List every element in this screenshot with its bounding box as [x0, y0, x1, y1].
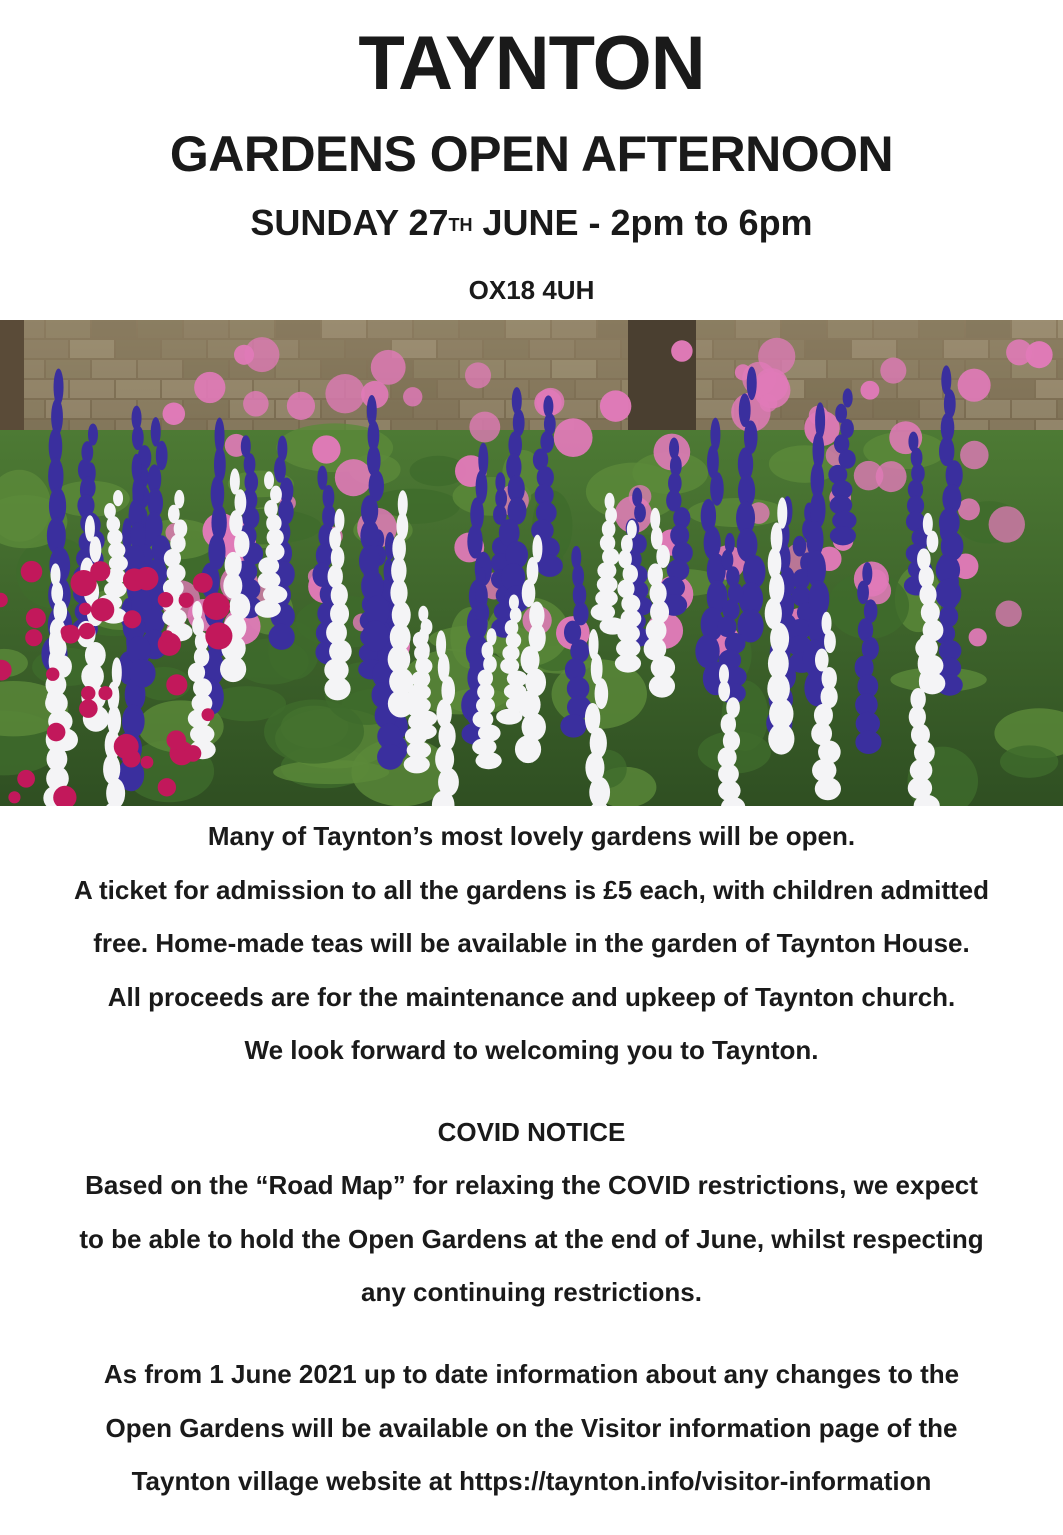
- magenta-flower: [123, 610, 141, 628]
- pink-flower: [312, 435, 340, 463]
- intro-line: Many of Taynton’s most lovely gardens will be open.: [207, 821, 856, 851]
- updates-paragraph: [0, 1348, 1063, 1509]
- pink-flower: [335, 459, 372, 496]
- magenta-flower: [25, 629, 42, 646]
- pink-flower: [989, 506, 1025, 542]
- pink-flower: [995, 600, 1021, 626]
- foliage-blob: [234, 638, 309, 684]
- magenta-flower: [91, 598, 114, 621]
- magenta-flower: [161, 630, 173, 642]
- pink-flower: [958, 369, 991, 402]
- covid-line: any continuing restrictions.: [361, 1277, 702, 1307]
- magenta-flower: [47, 723, 66, 742]
- covid-paragraph: [0, 1159, 1063, 1320]
- magenta-flower: [70, 570, 96, 596]
- date-rest: JUNE - 2pm to 6pm: [472, 202, 813, 243]
- pink-flower: [876, 461, 907, 492]
- magenta-flower: [179, 593, 194, 608]
- pink-flower: [287, 392, 315, 420]
- updates-line: Taynton village website at https://taynton.info/visitor-information: [131, 1466, 932, 1496]
- magenta-flower: [98, 686, 112, 700]
- magenta-flower: [193, 573, 213, 593]
- pink-flower: [958, 498, 980, 520]
- magenta-flower: [141, 756, 154, 769]
- date-prefix: SUNDAY 27: [250, 202, 449, 243]
- pink-flower: [403, 387, 422, 406]
- magenta-flower: [158, 592, 174, 608]
- covid-line: to be able to hold the Open Gardens at the end of June, whilst respecting: [79, 1223, 984, 1254]
- event-subtitle: GARDENS OPEN AFTERNOON: [169, 126, 894, 182]
- pink-flower: [465, 362, 491, 388]
- pink-flower: [758, 338, 795, 375]
- pink-flower: [469, 412, 500, 443]
- magenta-flower: [79, 623, 95, 639]
- magenta-flower: [61, 625, 80, 644]
- updates-line: As from 1 June 2021 up to date information about any changes to the: [103, 1359, 960, 1389]
- pink-flower: [600, 390, 631, 421]
- magenta-flower: [185, 745, 202, 762]
- pink-flower: [325, 374, 364, 413]
- magenta-flower: [79, 699, 98, 718]
- magenta-flower: [135, 567, 159, 591]
- intro-line: A ticket for admission to all the gardens is £5 each, with children admitted: [73, 874, 990, 905]
- magenta-flower: [79, 603, 91, 615]
- page-title: TAYNTON: [358, 21, 705, 106]
- magenta-flower: [203, 593, 230, 620]
- magenta-flower: [81, 686, 95, 700]
- date-ordinal: TH: [448, 215, 473, 235]
- magenta-flower: [114, 734, 139, 759]
- magenta-flower: [8, 791, 20, 803]
- magenta-flower: [202, 708, 215, 721]
- pink-flower: [860, 381, 879, 400]
- foliage-blob: [264, 700, 364, 764]
- flower-garden-image: [0, 320, 1063, 806]
- pink-flower: [554, 418, 593, 457]
- magenta-flower: [205, 622, 232, 649]
- magenta-flower: [26, 608, 46, 628]
- pink-flower: [243, 391, 269, 417]
- pink-flower: [163, 403, 186, 426]
- intro-paragraph: [0, 810, 1063, 1078]
- magenta-flower: [166, 730, 186, 750]
- pink-flower: [234, 345, 254, 365]
- intro-line: All proceeds are for the maintenance and upkeep of Taynton church.: [107, 981, 956, 1012]
- magenta-flower: [17, 770, 35, 788]
- pink-flower: [969, 628, 987, 646]
- event-date: [0, 200, 1063, 246]
- postcode: OX18 4UH: [468, 275, 595, 305]
- pink-flower: [880, 358, 906, 384]
- magenta-flower: [158, 778, 176, 796]
- pink-flower: [194, 372, 225, 403]
- updates-line: Open Gardens will be available on the Visitor information page of the: [105, 1412, 958, 1443]
- covid-line: Based on the “Road Map” for relaxing the COVID restrictions, we expect: [85, 1170, 978, 1200]
- intro-line: free. Home-made teas will be available in the garden of Taynton House.: [93, 928, 970, 958]
- foliage-blob: [1000, 745, 1058, 777]
- pink-flower: [671, 340, 692, 361]
- covid-heading: COVID NOTICE: [437, 1117, 626, 1147]
- flower-garden-photo: [0, 320, 1063, 806]
- magenta-flower: [46, 667, 59, 680]
- magenta-flower: [166, 674, 187, 695]
- pink-flower: [1026, 341, 1053, 368]
- magenta-flower: [21, 561, 43, 583]
- intro-line: We look forward to welcoming you to Taynton.: [244, 1035, 819, 1065]
- pink-flower: [960, 441, 989, 470]
- pink-flower: [371, 350, 406, 385]
